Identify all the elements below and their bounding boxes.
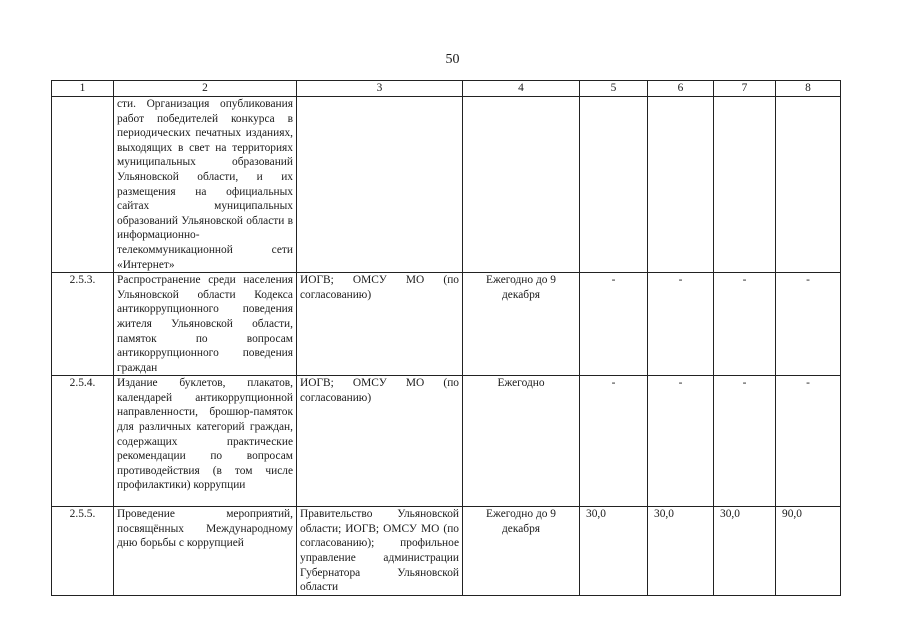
activity-cell: сти. Организация опубликования работ победителей конкурса в периодических печатных изданиях, выходящих в свет на территориях муниципальных образований Ульяновской области, и их размещения на официальных сайтах муниципальных образований Ульяновской области в информационно-телекоммуникационной сети «Интернет» — [114, 97, 297, 273]
item-number: 2.5.5. — [52, 507, 114, 596]
activity-cell: Издание буклетов, плакатов, календарей антикоррупционной направленности, брошюр-памяток для различных категорий граждан, содержащих практические рекомендации по вопросам противодействия (в том числе профилактики) коррупции — [114, 376, 297, 507]
column-header: 4 — [463, 81, 580, 97]
funding-cell: - — [714, 376, 776, 507]
activity-plan-table — [51, 80, 841, 596]
funding-cell: 30,0 — [648, 507, 714, 596]
table-row — [52, 97, 841, 273]
funding-cell: - — [648, 273, 714, 376]
table-row — [52, 376, 841, 507]
column-header: 3 — [297, 81, 463, 97]
funding-cell: 90,0 — [776, 507, 841, 596]
deadline-cell: Ежегодно до 9 декабря — [463, 507, 580, 596]
funding-cell — [580, 97, 648, 273]
executor-cell — [297, 97, 463, 273]
item-number: 2.5.3. — [52, 273, 114, 376]
activity-cell: Проведение мероприятий, посвящённых Международному дню борьбы с коррупцией — [114, 507, 297, 596]
page-number: 50 — [445, 52, 460, 67]
column-header: 6 — [648, 81, 714, 97]
funding-cell — [714, 97, 776, 273]
table-row — [52, 273, 841, 376]
funding-cell: - — [648, 376, 714, 507]
column-header: 2 — [114, 81, 297, 97]
funding-cell: 30,0 — [580, 507, 648, 596]
funding-cell — [648, 97, 714, 273]
column-header: 5 — [580, 81, 648, 97]
item-number — [52, 97, 114, 273]
column-header: 8 — [776, 81, 841, 97]
funding-cell: - — [580, 376, 648, 507]
funding-cell: - — [776, 376, 841, 507]
deadline-cell: Ежегодно до 9 декабря — [463, 273, 580, 376]
header-row — [52, 81, 841, 97]
table-row — [52, 507, 841, 596]
executor-cell: ИОГВ; ОМСУ МО (по согласованию) — [297, 376, 463, 507]
executor-cell: Правительство Ульяновской области; ИОГВ; ОМСУ МО (по согласованию); профильное управление администрации Губернатора Ульяновской области — [297, 507, 463, 596]
item-number: 2.5.4. — [52, 376, 114, 507]
funding-cell: - — [714, 273, 776, 376]
funding-cell: 30,0 — [714, 507, 776, 596]
funding-cell — [776, 97, 841, 273]
deadline-cell — [463, 97, 580, 273]
column-header: 7 — [714, 81, 776, 97]
column-header: 1 — [52, 81, 114, 97]
executor-cell: ИОГВ; ОМСУ МО (по согласованию) — [297, 273, 463, 376]
funding-cell: - — [776, 273, 841, 376]
funding-cell: - — [580, 273, 648, 376]
deadline-cell: Ежегодно — [463, 376, 580, 507]
activity-cell: Распространение среди населения Ульяновской области Кодекса антикоррупционного поведения жителя Ульяновской области, памяток по вопросам антикоррупционного поведения граждан — [114, 273, 297, 376]
